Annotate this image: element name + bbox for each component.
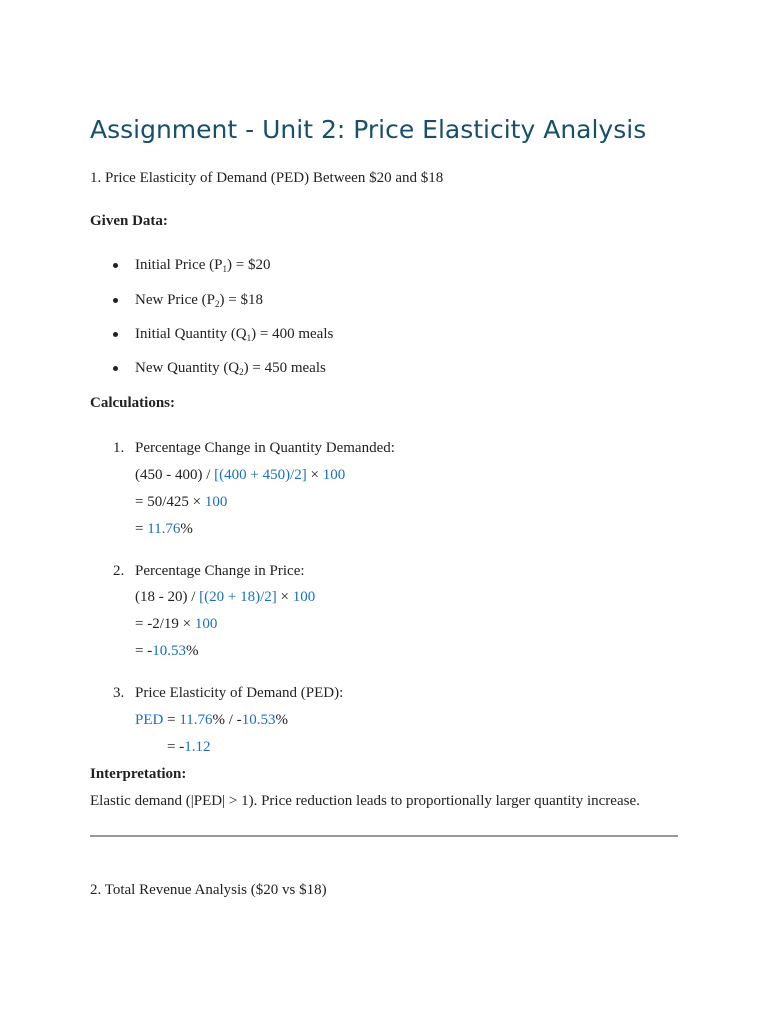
calculation-result: = -10.53% [135, 643, 199, 659]
section-1-heading: 1. Price Elasticity of Demand (PED) Between $20 and $18 [90, 170, 444, 186]
number-link[interactable]: 100 [292, 589, 316, 605]
list-number: 1. [113, 440, 125, 456]
interpretation-text: Elastic demand (|PED| > 1). Price reduction leads to proportionally larger quantity increase. [90, 793, 640, 809]
ped-link[interactable]: PED [135, 712, 164, 728]
given-item-text: New Price $(P_2)$ = $18 [135, 292, 263, 309]
formula-link[interactable]: [(20 + 18)/2] [199, 589, 277, 605]
bullet-icon [113, 298, 118, 303]
calculation-heading: Percentage Change in Price: [135, 563, 305, 579]
calculation-line: (450 - 400) / [(400 + 450)/2] × 100 [135, 467, 346, 483]
number-link[interactable]: 100 [194, 616, 218, 632]
section-2-heading: 2. Total Revenue Analysis ($20 vs $18) [90, 882, 327, 898]
bullet-icon [113, 366, 118, 371]
number-link[interactable]: 100 [204, 494, 228, 510]
calculation-line: (18 - 20) / [(20 + 18)/2] × 100 [135, 589, 316, 605]
bullet-icon [113, 263, 118, 268]
formula-link[interactable]: [(400 + 450)/2] [214, 467, 307, 483]
given-data-label: Given Data: [90, 213, 168, 229]
list-number: 2. [113, 563, 125, 579]
number-link[interactable]: 10.53 [152, 643, 186, 659]
number-link[interactable]: 1.12 [184, 739, 211, 755]
number-link[interactable]: 11.76 [147, 521, 181, 537]
given-item-text: Initial Price $(P_1)$ = $20 [135, 257, 271, 274]
calculation-line: PED = 11.76% / -10.53% [135, 712, 288, 728]
calculation-line: = -2/19 × 100 [135, 616, 218, 632]
bullet-icon [113, 332, 118, 337]
calculation-heading: Price Elasticity of Demand (PED): [135, 685, 344, 701]
calculation-heading: Percentage Change in Quantity Demanded: [135, 440, 395, 456]
calculations-label: Calculations: [90, 395, 176, 411]
page-title: Assignment - Unit 2: Price Elasticity Analysis [90, 115, 647, 144]
number-link[interactable]: 10.53 [241, 712, 276, 728]
number-link[interactable]: 11.76 [179, 712, 213, 728]
list-number: 3. [113, 685, 125, 701]
given-item-text: Initial Quantity $(Q_1) = 400$ meals [135, 326, 334, 343]
number-link[interactable]: 100 [322, 467, 346, 483]
interpretation-label: Interpretation: [90, 766, 187, 782]
calculation-result: = -1.12 [167, 739, 211, 755]
calculation-result: = 11.76% [135, 521, 193, 537]
calculation-line: = 50/425 × 100 [135, 494, 228, 510]
given-item-text: New Quantity $(Q_2) = 450$ meals [135, 360, 326, 377]
horizontal-divider [90, 835, 678, 837]
